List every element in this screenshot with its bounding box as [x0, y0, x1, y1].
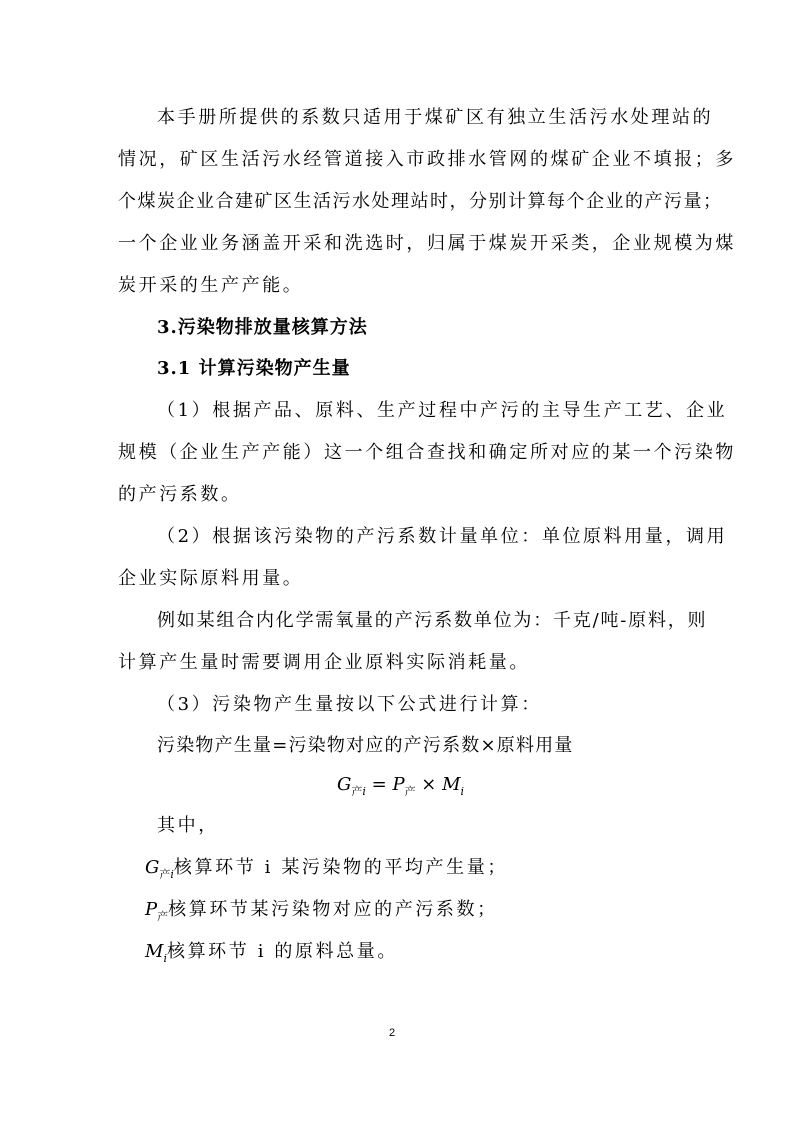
paragraph-line: 炭开采的生产产能。	[118, 275, 304, 296]
example-line: 计算产生量时需要调用企业原料实际消耗量。	[118, 652, 530, 673]
step-1-line: 的产污系数。	[118, 484, 242, 505]
symbol-p: $P_产$	[145, 899, 169, 923]
definition-p-text: 核算环节某污染物对应的产污系数；	[168, 899, 498, 920]
definition-p	[145, 898, 498, 922]
paragraph-line: 个煤炭企业合建矿区生活污水处理站时，分别计算每个企业的产污量；	[118, 191, 723, 212]
where-label: 其中，	[157, 815, 219, 836]
formula-p: $P_产$	[392, 774, 416, 798]
definition-g	[145, 856, 508, 880]
paragraph-line: 本手册所提供的系数只适用于煤矿区有独立生活污水处理站的	[157, 107, 714, 128]
step-2-line: （2）根据该污染物的产污系数计量单位：单位原料用量，调用	[157, 526, 728, 547]
formula-times: ×	[415, 774, 443, 795]
step-2-line: 企业实际原料用量。	[118, 568, 304, 589]
definition-m-text: 核算环节 i 的原料总量。	[166, 941, 398, 962]
paragraph-line: 一个企业业务涵盖开采和洗选时，归属于煤炭开采类，企业规模为煤	[118, 233, 736, 254]
definition-g-text: 核算环节 i 某污染物的平均产生量；	[173, 857, 508, 878]
step-3-line: （3）污染物产生量按以下公式进行计算：	[157, 694, 542, 715]
section-heading-3: 3.污染物排放量核算方法	[157, 317, 368, 338]
page-number: 2	[389, 1027, 396, 1039]
paragraph-line: 情况，矿区生活污水经管道接入市政排水管网的煤矿企业不填报；多	[118, 149, 736, 170]
symbol-g: $G_{产i}$	[145, 857, 174, 881]
formula-equals: =	[365, 774, 393, 795]
definition-m	[145, 940, 398, 964]
formula-equation	[337, 773, 464, 797]
step-1-line: （1）根据产品、原料、生产过程中产污的主导生产工艺、企业	[157, 400, 728, 421]
formula-m: $M_i$	[442, 774, 465, 798]
formula-text: 污染物产生量=污染物对应的产污系数×原料用量	[157, 735, 574, 756]
example-line: 例如某组合内化学需氧量的产污系数单位为：千克/吨-原料，则	[157, 610, 708, 631]
section-heading-3-1: 3.1 计算污染物产生量	[157, 358, 351, 379]
formula-g: $G_{产i}$	[337, 774, 366, 798]
symbol-m: $M_i$	[145, 941, 167, 965]
step-1-line: 规模（企业生产产能）这一个组合查找和确定所对应的某一个污染物	[118, 442, 736, 463]
